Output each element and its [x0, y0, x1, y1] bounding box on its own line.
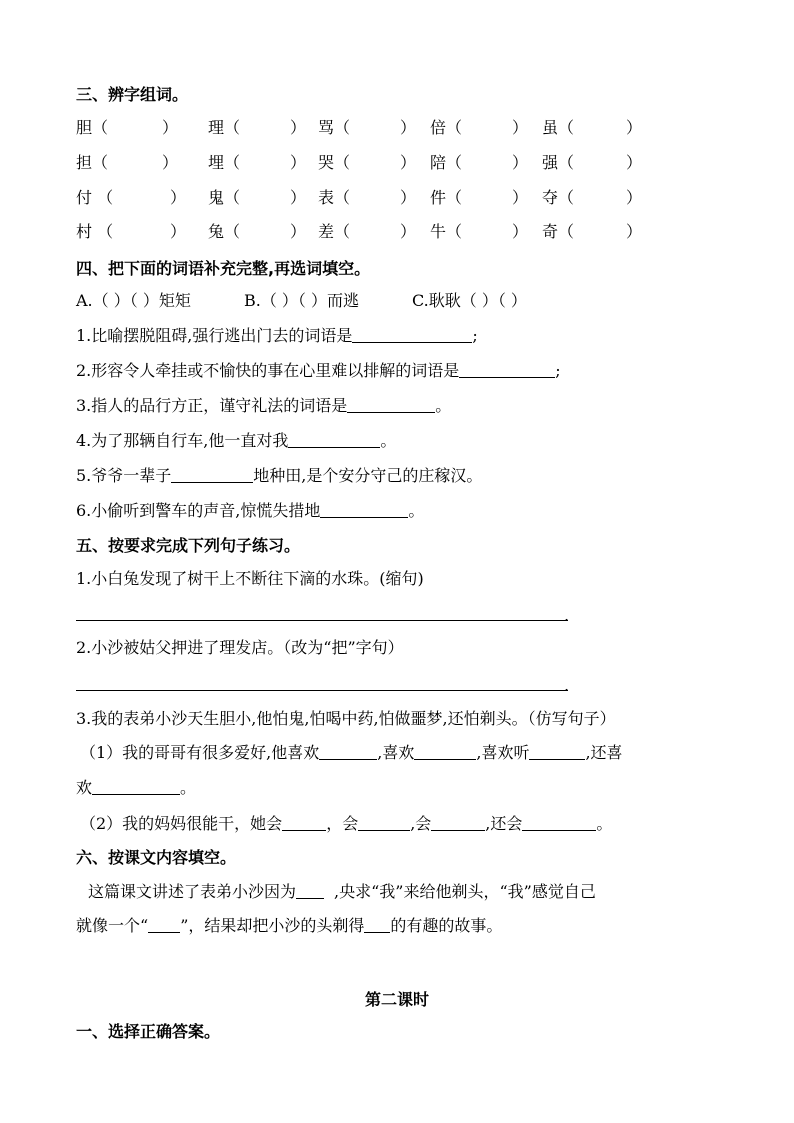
paragraph-6-line-2	[76, 915, 502, 937]
line-end-dot: .	[564, 676, 570, 695]
option-c: C.耿耿（ ）（ ）	[412, 291, 527, 310]
paren-close: ）	[170, 188, 187, 207]
char-cell: 虽（	[542, 118, 575, 137]
section-6-title: 六、按课文内容填空。	[76, 848, 237, 867]
paren-close: ）	[512, 118, 529, 137]
section-4-title: 四、把下面的词语补充完整,再选词填空。	[76, 259, 371, 278]
paren-close: ）	[626, 118, 643, 137]
question-text: 3.指人的品行方正，谨守礼法的词语是	[76, 396, 348, 415]
question-text: 4.为了那辆自行车,他一直对我	[76, 431, 289, 450]
question-punct: 。	[408, 501, 425, 520]
question-4-5	[76, 465, 482, 487]
char-cell: 埋（	[208, 153, 241, 172]
question-5-3-1-cont	[76, 777, 196, 799]
char-cell: 担（	[76, 153, 109, 172]
question-5-1: 1.小白兔发现了树干上不断往下滴的水珠。(缩句)	[76, 569, 424, 588]
paragraph-text: ,央求“我”来给他剃头，“我”感觉自己	[334, 882, 596, 901]
lesson-2-section-1-title: 一、选择正确答案。	[76, 1022, 221, 1041]
question-text: 欢	[76, 778, 93, 797]
question-text: （1）我的哥哥有很多爱好,他喜欢	[80, 743, 320, 762]
paragraph-text: ”，结果却把小沙的头剃得	[180, 916, 365, 935]
question-punct: 。	[380, 431, 397, 450]
answer-blank[interactable]	[522, 814, 596, 831]
question-punct: ;	[472, 326, 478, 345]
char-cell: 付 （	[76, 188, 114, 207]
option-a: A.（ ）（ ）矩矩	[76, 291, 191, 310]
char-cell: 村 （	[76, 222, 114, 241]
question-4-3	[76, 395, 451, 417]
question-punct: 。	[435, 396, 452, 415]
char-cell: 鬼（	[208, 188, 241, 207]
option-b: B.（ ）（ ）而逃	[244, 291, 360, 310]
char-cell: 倍（	[430, 118, 463, 137]
question-4-6	[76, 500, 424, 522]
char-cell: 理（	[208, 118, 241, 137]
answer-blank[interactable]	[92, 778, 180, 795]
answer-blank[interactable]	[288, 431, 380, 448]
paren-close: ）	[512, 222, 529, 241]
paren-close: ）	[512, 188, 529, 207]
paren-close: ）	[626, 222, 643, 241]
char-cell: 表（	[318, 188, 351, 207]
paren-close: ）	[626, 188, 643, 207]
question-text: ,还会	[485, 814, 523, 833]
paren-close: ）	[290, 188, 307, 207]
question-text: 5.爷爷一辈子	[76, 466, 172, 485]
section-5-title: 五、按要求完成下列句子练习。	[76, 536, 301, 555]
char-cell: 骂（	[318, 118, 351, 137]
answer-line-5-1[interactable]	[76, 620, 568, 621]
char-cell: 差（	[318, 222, 351, 241]
lesson-2-title: 第二课时	[364, 990, 429, 1009]
paren-close: ）	[512, 153, 529, 172]
answer-blank[interactable]	[171, 466, 253, 483]
question-5-3-1	[80, 742, 623, 764]
question-text: 2.形容令人牵挂或不愉快的事在心里难以排解的词语是	[76, 361, 460, 380]
paragraph-6-line-1	[88, 881, 596, 903]
paren-close: ）	[400, 153, 417, 172]
paren-close: ）	[626, 153, 643, 172]
paragraph-text: 的有趣的故事。	[390, 916, 503, 935]
paren-close: ）	[290, 118, 307, 137]
answer-blank[interactable]	[414, 743, 476, 760]
paren-close: ）	[162, 118, 179, 137]
paragraph-text: 这篇课文讲述了表弟小沙因为	[88, 882, 297, 901]
paren-close: ）	[170, 222, 187, 241]
paren-close: ）	[400, 118, 417, 137]
char-cell: 件（	[430, 188, 463, 207]
question-4-2	[76, 360, 561, 382]
answer-blank[interactable]	[296, 882, 324, 899]
paren-close: ）	[290, 222, 307, 241]
question-text: ,还喜	[585, 743, 623, 762]
paren-close: ）	[290, 153, 307, 172]
question-text: （2）我的妈妈很能干，她会	[80, 814, 283, 833]
question-4-1	[76, 325, 478, 347]
answer-blank[interactable]	[319, 743, 377, 760]
char-cell: 奇（	[542, 222, 575, 241]
answer-blank[interactable]	[358, 814, 410, 831]
answer-line-5-2[interactable]	[76, 690, 568, 691]
line-end-dot: .	[564, 606, 570, 625]
question-text: ,喜欢	[377, 743, 415, 762]
question-text: 6.小偷听到警车的声音,惊慌失措地	[76, 501, 321, 520]
paren-close: ）	[400, 222, 417, 241]
char-cell: 牛（	[430, 222, 463, 241]
answer-blank[interactable]	[529, 743, 585, 760]
answer-blank[interactable]	[320, 501, 408, 518]
question-text-end: 地种田,是个安分守己的庄稼汉。	[253, 466, 483, 485]
question-punct: ;	[555, 361, 561, 380]
question-text: ，会	[326, 814, 359, 833]
question-4-4	[76, 430, 396, 452]
section-3-title: 三、辨字组词。	[76, 85, 189, 104]
paren-close: ）	[162, 153, 179, 172]
question-5-3: 3.我的表弟小沙天生胆小,他怕鬼,怕喝中药,怕做噩梦,还怕剃头。（仿写句子）	[76, 709, 616, 728]
char-cell: 哭（	[318, 153, 351, 172]
question-5-2: 2.小沙被姑父押进了理发店。（改为“把”字句）	[76, 638, 404, 657]
char-cell: 兔（	[208, 222, 241, 241]
char-cell: 强（	[542, 153, 575, 172]
paren-close: ）	[400, 188, 417, 207]
paragraph-text: 就像一个“	[76, 916, 149, 935]
answer-blank[interactable]	[364, 916, 390, 933]
answer-blank[interactable]	[282, 814, 326, 831]
answer-blank[interactable]	[459, 361, 555, 378]
char-cell: 夺（	[542, 188, 575, 207]
question-5-3-2	[80, 813, 612, 835]
answer-blank[interactable]	[431, 814, 485, 831]
question-text: 1.比喻摆脱阻碍,强行逃出门去的词语是	[76, 326, 353, 345]
answer-blank[interactable]	[148, 916, 180, 933]
answer-blank[interactable]	[352, 326, 472, 343]
question-text: ,喜欢听	[476, 743, 530, 762]
question-punct: 。	[180, 778, 197, 797]
char-cell: 胆（	[76, 118, 109, 137]
answer-blank[interactable]	[347, 396, 435, 413]
question-punct: 。	[596, 814, 613, 833]
char-cell: 陪（	[430, 153, 463, 172]
question-text: ,会	[410, 814, 432, 833]
